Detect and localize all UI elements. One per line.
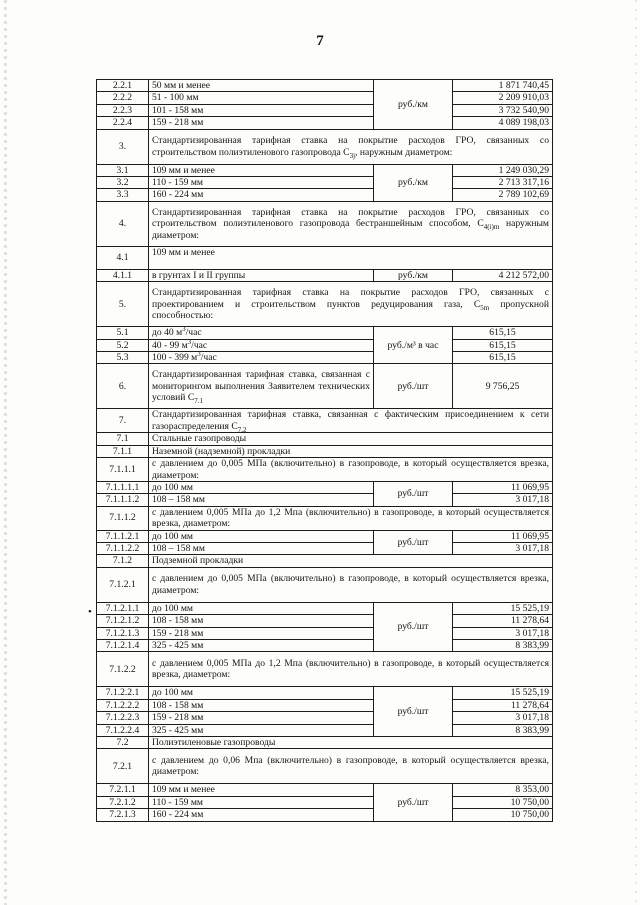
row-description: 108 - 158 мм (149, 615, 374, 627)
table-row (97, 177, 553, 189)
row-heading: Стандартизированная тарифная ставка на покрытие расходов ГРО, связанных с проектированием и строительством пунктов редуцирования газа, $C_{5m}$ пропускной способностью: (149, 282, 553, 327)
row-number: 4. (97, 201, 149, 246)
row-number: 7.1.2.1 (97, 567, 149, 602)
row-description: 109 мм и менее (149, 164, 374, 176)
row-value: 2 713 317,16 (453, 177, 553, 189)
row-value: 15 525,19 (453, 602, 553, 614)
table-row (97, 327, 553, 339)
row-heading: Подземной прокладки (149, 555, 553, 567)
table-row (97, 530, 553, 542)
row-unit: руб./шт (374, 364, 453, 409)
row-value: 10 750,00 (453, 796, 553, 808)
row-description: 101 - 158 мм (149, 104, 374, 116)
table-row (97, 542, 553, 554)
row-description: 40 - 99 $м^3$/час (149, 339, 374, 351)
table-row (97, 481, 553, 493)
row-number: 7.2.1.2 (97, 796, 149, 808)
row-value: 3 017,18 (453, 542, 553, 554)
row-description: 109 мм и менее (149, 784, 374, 796)
row-number: 5. (97, 282, 149, 327)
row-unit: руб./м³ в час (374, 327, 453, 364)
row-number: 7.1.1.1 (97, 458, 149, 482)
row-number: 7.1.2.2.3 (97, 712, 149, 724)
row-value: 8 353,00 (453, 784, 553, 796)
row-number: 7.1.1.2 (97, 506, 149, 530)
row-number: 2.2.3 (97, 104, 149, 116)
row-description: 51 - 100 мм (149, 92, 374, 104)
row-value: 15 525,19 (453, 687, 553, 699)
page-number: 7 (316, 33, 324, 49)
row-number: 2.2.4 (97, 117, 149, 129)
row-description: до 100 мм (149, 602, 374, 614)
row-number: 7.1.2.2.4 (97, 724, 149, 736)
row-number: 7.1.2.2.1 (97, 687, 149, 699)
row-unit: руб./км (374, 164, 453, 201)
table-row (97, 602, 553, 614)
row-number: 7.1.1.2.2 (97, 542, 149, 554)
table-row (97, 699, 553, 711)
row-value: 11 278,64 (453, 615, 553, 627)
row-heading: с давлением до 0,06 Мпа (включительно) в газопроводе, в который осуществляется врезка, диаметром: (149, 749, 553, 784)
table-row (97, 784, 553, 796)
row-number: 7.1.2.1.1 (97, 602, 149, 614)
row-heading: Наземной (надземной) прокладки (149, 445, 553, 457)
row-value: 2 209 910,03 (453, 92, 553, 104)
row-unit: руб./км (374, 80, 453, 130)
row-value: 2 789 102,69 (453, 189, 553, 201)
row-description: до 100 мм (149, 687, 374, 699)
row-number: 7.1.1.1.2 (97, 494, 149, 506)
table-subheading-row (97, 652, 553, 687)
row-number: 7.1.2.2 (97, 652, 149, 687)
row-description: 160 - 224 мм (149, 189, 374, 201)
row-number: 7.2.1 (97, 749, 149, 784)
table-row (97, 639, 553, 651)
row-number: 7.1.2.1.2 (97, 615, 149, 627)
row-value: 1 249 030,29 (453, 164, 553, 176)
row-description: в грунтах I и II группы (149, 269, 374, 281)
row-number: 7.1.1.2.1 (97, 530, 149, 542)
row-number: 5.3 (97, 352, 149, 364)
table-row (97, 92, 553, 104)
row-number: 4.1 (97, 246, 149, 269)
row-number: 7.1.2.2.2 (97, 699, 149, 711)
row-value: 4 212 572,00 (453, 269, 553, 281)
row-heading: с давлением до 0,005 МПа (включительно) в газопроводе, в который осуществляется врезка, диаметром: (149, 567, 553, 602)
row-number: 7.2.1.1 (97, 784, 149, 796)
row-description: до 100 мм (149, 481, 374, 493)
row-value: 3 017,18 (453, 627, 553, 639)
row-value: 8 383,99 (453, 639, 553, 651)
row-description: 108 - 158 мм (149, 699, 374, 711)
row-value: 8 383,99 (453, 724, 553, 736)
row-value: 1 871 740,45 (453, 80, 553, 92)
row-number: 3.2 (97, 177, 149, 189)
table-subheading-row (97, 445, 553, 457)
table-row (97, 687, 553, 699)
table-row (97, 246, 553, 269)
table-row (97, 352, 553, 364)
row-description: 109 мм и менее (149, 246, 553, 269)
row-number: 7.1.1.1.1 (97, 481, 149, 493)
table-subheading-row (97, 433, 553, 445)
row-description: 108 – 158 мм (149, 494, 374, 506)
row-unit: руб./шт (374, 687, 453, 737)
stray-mark: • (88, 606, 92, 618)
row-value: 11 069,95 (453, 481, 553, 493)
row-value: 4 089 198,03 (453, 117, 553, 129)
table-row (97, 164, 553, 176)
row-description: 325 - 425 мм (149, 639, 374, 651)
row-number: 7.2.1.3 (97, 809, 149, 821)
row-number: 7.1 (97, 433, 149, 445)
row-heading: Стандартизированная тарифная ставка на покрытие расходов ГРО, связанных со строительством полиэтиленового газопровода $C_{3j}$, наружным диаметром: (149, 129, 553, 164)
row-number: 3.1 (97, 164, 149, 176)
table-subheading-row (97, 567, 553, 602)
row-number: 7.1.2.1.4 (97, 639, 149, 651)
row-number: 5.2 (97, 339, 149, 351)
row-value: 11 278,64 (453, 699, 553, 711)
scan-edge-right (635, 0, 637, 905)
table-subheading-row (97, 555, 553, 567)
table-row (97, 724, 553, 736)
table-row (97, 117, 553, 129)
row-number: 3.3 (97, 189, 149, 201)
table-subheading-row (97, 506, 553, 530)
row-description: 50 мм и менее (149, 80, 374, 92)
row-number: 7.2 (97, 737, 149, 749)
table-row (97, 627, 553, 639)
table-row (97, 494, 553, 506)
row-unit: руб./шт (374, 784, 453, 821)
row-unit: руб./шт (374, 530, 453, 555)
row-unit: руб./шт (374, 602, 453, 652)
table-row (97, 712, 553, 724)
row-description: 159 - 218 мм (149, 117, 374, 129)
table-subheading-row (97, 458, 553, 482)
table-row (97, 269, 553, 281)
row-heading: с давлением до 0,005 МПа (включительно) в газопроводе, в который осуществляется врезка, диаметром: (149, 458, 553, 482)
row-value: 9 756,25 (453, 364, 553, 409)
row-value: 10 750,00 (453, 809, 553, 821)
row-description: 110 - 159 мм (149, 796, 374, 808)
row-value: 3 017,18 (453, 712, 553, 724)
scan-edge-left (4, 0, 7, 905)
row-heading: Стальные газопроводы (149, 433, 553, 445)
row-value: 615,15 (453, 327, 553, 339)
row-value: 3 732 540,90 (453, 104, 553, 116)
table-section-row (97, 409, 553, 433)
table-row (97, 615, 553, 627)
table-section-row (97, 201, 553, 246)
row-number: 2.2.2 (97, 92, 149, 104)
row-value: 615,15 (453, 352, 553, 364)
row-unit: руб./шт (374, 481, 453, 506)
table-row (97, 796, 553, 808)
row-description: 159 - 218 мм (149, 627, 374, 639)
row-value: 11 069,95 (453, 530, 553, 542)
row-number: 6. (97, 364, 149, 409)
row-unit: руб./км (374, 269, 453, 281)
row-description: 160 - 224 мм (149, 809, 374, 821)
table-row (97, 104, 553, 116)
row-value: 615,15 (453, 339, 553, 351)
row-number: 5.1 (97, 327, 149, 339)
row-description: 108 – 158 мм (149, 542, 374, 554)
row-number: 3. (97, 129, 149, 164)
table-row (97, 339, 553, 351)
table-section-row (97, 129, 553, 164)
table-row (97, 364, 553, 409)
row-number: 7.1.2.1.3 (97, 627, 149, 639)
row-heading: с давлением 0,005 МПа до 1,2 Мпа (включительно) в газопроводе, в который осуществляется врезка, диаметром: (149, 506, 553, 530)
table-subheading-row (97, 737, 553, 749)
row-number: 7.1.1 (97, 445, 149, 457)
row-description: до 40 $м^3$/час (149, 327, 374, 339)
row-description: 100 - 399 $м^3$/час (149, 352, 374, 364)
row-value: 3 017,18 (453, 494, 553, 506)
row-description: 325 - 425 мм (149, 724, 374, 736)
table-subheading-row (97, 749, 553, 784)
row-number: 7.1.2 (97, 555, 149, 567)
row-heading: Полиэтиленовые газопроводы (149, 737, 553, 749)
tariff-table (96, 79, 553, 822)
row-number: 4.1.1 (97, 269, 149, 281)
row-number: 7. (97, 409, 149, 433)
table-section-row (97, 282, 553, 327)
table-row (97, 80, 553, 92)
row-description: до 100 мм (149, 530, 374, 542)
row-description: 110 - 159 мм (149, 177, 374, 189)
table-row (97, 809, 553, 821)
row-description: Стандартизированная тарифная ставка, связанная с мониторингом выполнения Заявителем технических условий $C_{7.1}$ (149, 364, 374, 409)
table-row (97, 189, 553, 201)
row-heading: Стандартизированная тарифная ставка на покрытие расходов ГРО, связанных со строительством полиэтиленового газопровода бестраншейным способом, $C_{4(i)m}$ наружным диаметром: (149, 201, 553, 246)
row-heading: с давлением 0,005 МПа до 1,2 Мпа (включительно) в газопроводе, в который осуществляется врезка, диаметром: (149, 652, 553, 687)
row-description: 159 - 218 мм (149, 712, 374, 724)
row-number: 2.2.1 (97, 80, 149, 92)
row-heading: Стандартизированная тарифная ставка, связанная с фактическим присоединением к сети газораспределения $C_{7.2}$ (149, 409, 553, 433)
